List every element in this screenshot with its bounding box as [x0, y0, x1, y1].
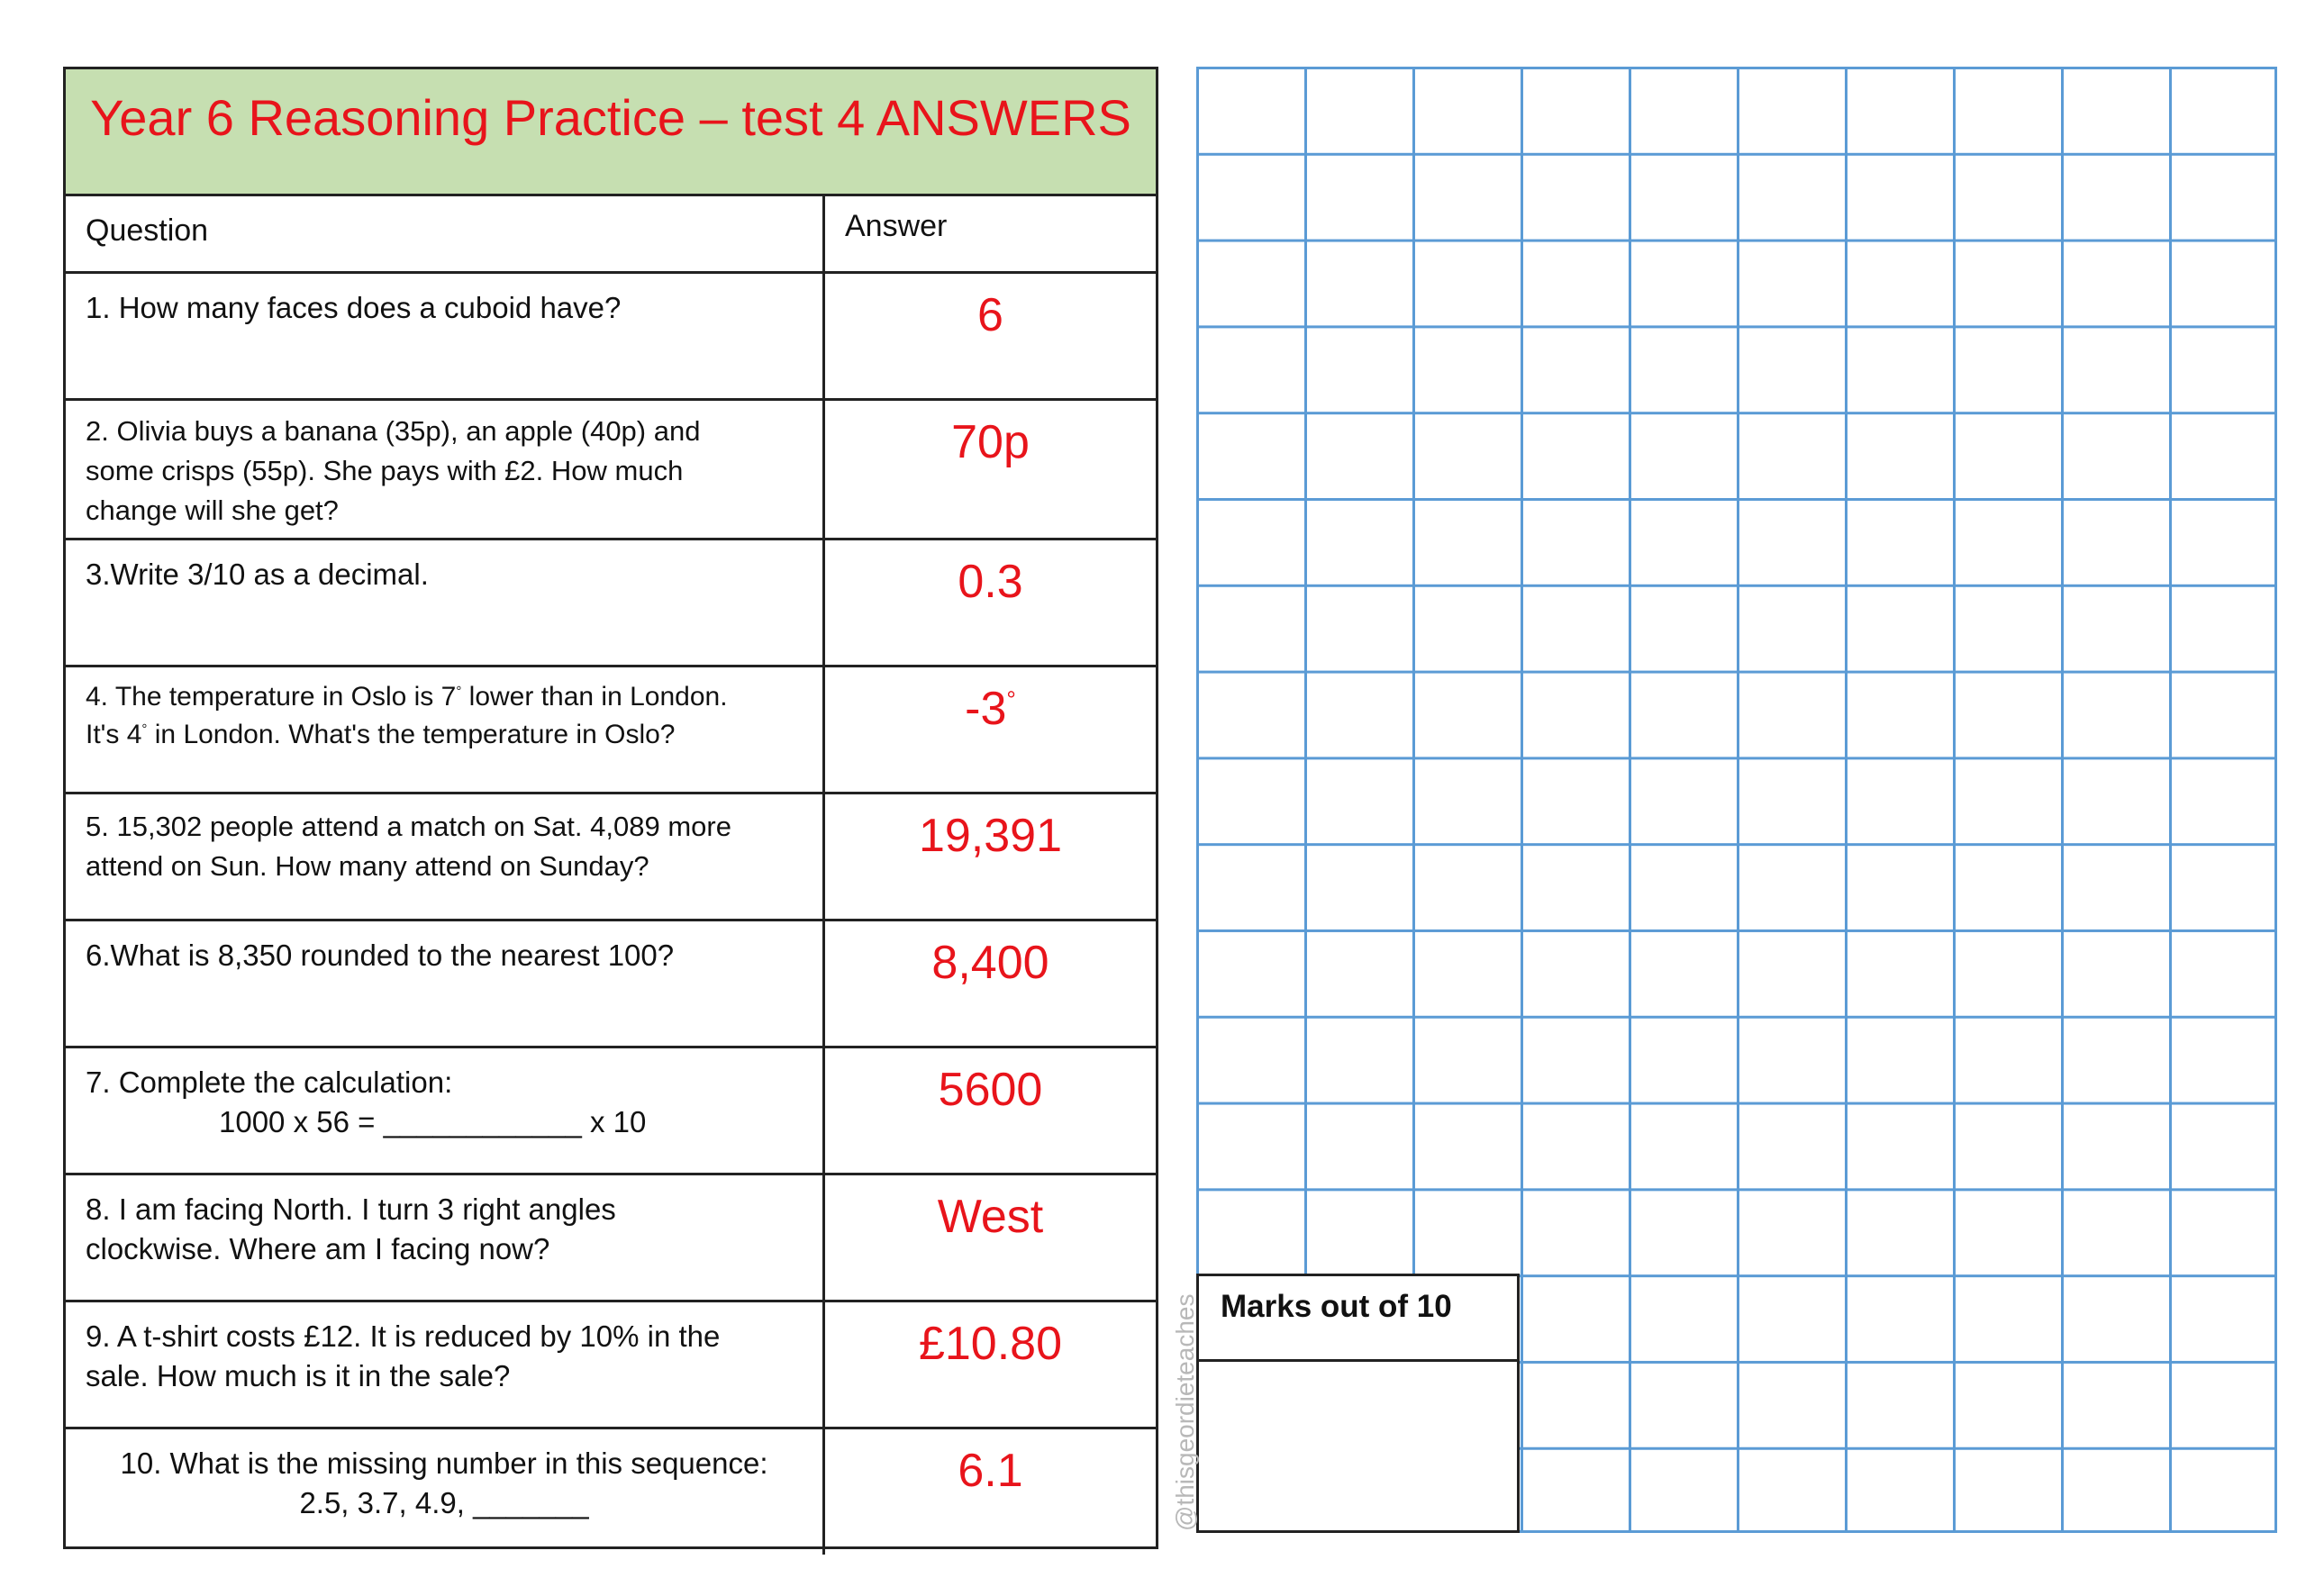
table-row: [66, 921, 1156, 1048]
question-column-header: Question: [66, 196, 825, 271]
question-text: 5. 15,302 people attend a match on Sat. 4,089 more: [86, 811, 731, 842]
table-header-row: [66, 196, 1156, 274]
table-row: [66, 794, 1156, 921]
answer-cell: 5600: [938, 1064, 1043, 1116]
answer-cell: 0.3: [958, 556, 1023, 608]
question-cell: [66, 274, 825, 398]
sheet-header: [66, 69, 1156, 196]
answer-cell: -3°: [965, 683, 1016, 735]
question-cell: [66, 401, 825, 538]
table-row: [66, 1048, 1156, 1175]
question-text: 1000 x 56 = ____________ x 10: [219, 1105, 647, 1138]
table-row: [66, 1302, 1156, 1429]
question-cell: [66, 794, 825, 919]
table-row: [66, 667, 1156, 794]
answer-cell: £10.80: [918, 1318, 1063, 1370]
answer-column-header: Answer: [845, 209, 948, 243]
answer-sheet: [63, 67, 1158, 1549]
question-text: 10. What is the missing number in this sequence:: [120, 1446, 768, 1480]
question-text: 2. Olivia buys a banana (35p), an apple (40p) and: [86, 415, 701, 447]
answer-cell: West: [937, 1191, 1044, 1243]
table-row: [66, 274, 1156, 401]
answer-cell: 6: [977, 289, 1003, 341]
question-cell: [66, 1048, 825, 1173]
marks-box: [1196, 1274, 1520, 1533]
answer-cell: 70p: [951, 416, 1030, 468]
question-text: 8. I am facing North. I turn 3 right angles: [86, 1192, 616, 1226]
question-text: attend on Sun. How many attend on Sunday?: [86, 850, 649, 882]
table-row: [66, 540, 1156, 667]
question-text: change will she get?: [86, 494, 339, 526]
question-cell: [66, 1302, 825, 1427]
watermark: @thisgeordieteaches: [1171, 1293, 1199, 1531]
question-text: 2.5, 3.7, 4.9, _______: [299, 1486, 589, 1519]
question-text: 4. The temperature in Oslo is 7° lower than in London.: [86, 682, 728, 712]
question-text: 9. A t-shirt costs £12. It is reduced by 10% in the: [86, 1319, 721, 1353]
question-text: 6.What is 8,350 rounded to the nearest 100?: [86, 939, 675, 972]
question-cell: [66, 1175, 825, 1300]
question-cell: [66, 921, 825, 1046]
table-row: [66, 1175, 1156, 1302]
question-text: sale. How much is it in the sale?: [86, 1359, 511, 1392]
question-text: 7. Complete the calculation:: [86, 1066, 453, 1099]
question-text: clockwise. Where am I facing now?: [86, 1232, 550, 1265]
question-text: 1. How many faces does a cuboid have?: [86, 291, 622, 324]
question-text: It's 4° in London. What's the temperature in Oslo?: [86, 720, 676, 749]
degree-symbol: °: [1006, 685, 1016, 713]
question-cell: [66, 540, 825, 665]
question-cell: [66, 667, 825, 792]
answer-cell: 6.1: [958, 1445, 1023, 1497]
question-cell: [66, 1429, 825, 1555]
table-row: [66, 401, 1156, 540]
degree-symbol: °: [141, 721, 148, 737]
answer-cell: 19,391: [918, 810, 1063, 862]
question-text: 3.Write 3/10 as a decimal.: [86, 558, 429, 591]
question-text: some crisps (55p). She pays with £2. How much: [86, 455, 684, 486]
degree-symbol: °: [456, 684, 462, 699]
marks-label: Marks out of 10: [1199, 1276, 1517, 1362]
page-title: Year 6 Reasoning Practice – test 4 ANSWERS: [90, 89, 1131, 146]
answer-cell: 8,400: [931, 937, 1049, 989]
table-row: [66, 1429, 1156, 1555]
